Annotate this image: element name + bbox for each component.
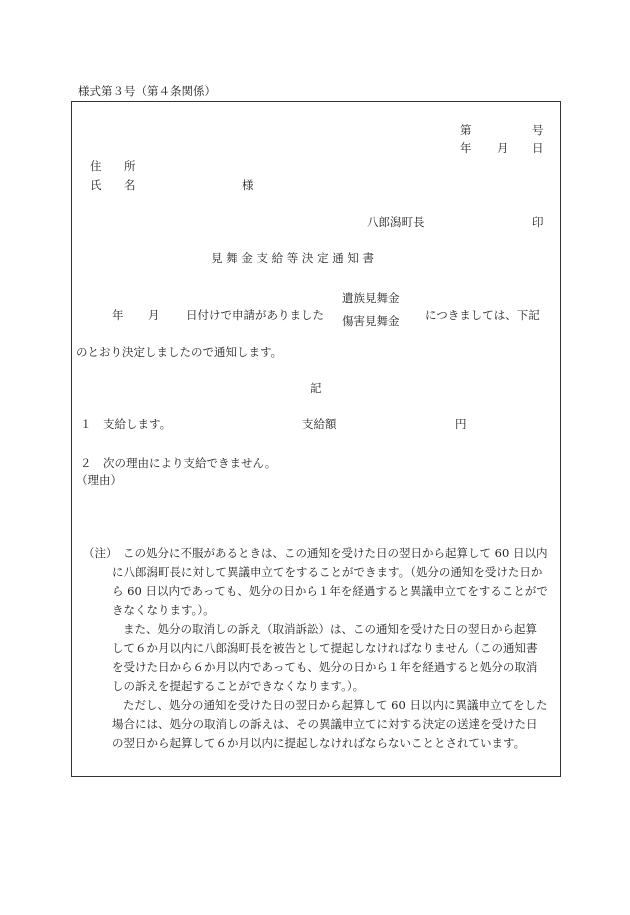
item1-yen: 円 bbox=[455, 417, 467, 431]
notes-label: （注） bbox=[83, 546, 118, 560]
notes-line: この処分に不服があるときは、この通知を受けた日の翌日から起算して 60 日以内 bbox=[123, 546, 548, 560]
body-option-1: 遺族見舞金 bbox=[342, 291, 400, 305]
notes-line: を受けた日から６か月以内であっても、処分の日から１年を経過すると処分の取消 bbox=[112, 660, 538, 674]
notes-line: の翌日から起算して６か月以内に提起しなければならないこととされています。 bbox=[112, 736, 526, 750]
document-title: 見 舞 金 支 給 等 決 定 通 知 書 bbox=[211, 251, 375, 265]
issuer-seal: 印 bbox=[532, 215, 544, 229]
name-label-2: 名 bbox=[124, 178, 136, 192]
number-dai: 第 bbox=[460, 123, 472, 137]
date-year: 年 bbox=[460, 141, 472, 155]
date-day: 日 bbox=[532, 141, 544, 155]
number-go: 号 bbox=[532, 123, 544, 137]
address-label-2: 所 bbox=[124, 159, 136, 173]
notes-line: また、処分の取消しの訴え（取消訴訟）は、この通知を受けた日の翌日から起算 bbox=[123, 622, 537, 636]
notes-line: ただし、処分の通知を受けた日の翌日から起算して 60 日以内に異議申立てをした bbox=[123, 698, 548, 712]
honorific-sama: 様 bbox=[242, 178, 254, 192]
notes-line: 場合には、処分の取消しの訴えは、その異議申立てに対する決定の送達を受けた日 bbox=[112, 717, 538, 731]
body-month: 月 bbox=[148, 308, 160, 322]
address-label-1: 住 bbox=[90, 159, 102, 173]
notes-line: きなくなります。）。 bbox=[112, 603, 215, 617]
form-frame bbox=[71, 101, 561, 777]
body-option-2: 傷害見舞金 bbox=[342, 314, 400, 328]
notes-line: ら 60 日以内であっても、処分の日から１年を経過すると異議申立てをすることがで bbox=[112, 584, 548, 598]
item2-reason: （理由） bbox=[76, 473, 122, 487]
notes-line: して６か月以内に八郎潟町長を被告として提起しなければなりません（この通知書 bbox=[112, 641, 538, 655]
name-label-1: 氏 bbox=[90, 178, 102, 192]
ki-heading: 記 bbox=[310, 381, 322, 395]
item1-text: １ 支給します。 bbox=[80, 417, 172, 431]
notes-line: に八郎潟町長に対して異議申立てをすることができます。（処分の通知を受けた日か bbox=[112, 565, 543, 579]
body-regarding: につきましては、下記 bbox=[425, 308, 540, 322]
form-label: 様式第３号（第４条関係） bbox=[78, 84, 216, 98]
notes-line: しの訴えを提起することができなくなります。）。 bbox=[112, 679, 365, 693]
body-applied: 日付けで申請がありました bbox=[186, 308, 324, 322]
issuer-name: 八郎潟町長 bbox=[367, 215, 425, 229]
date-month: 月 bbox=[497, 141, 509, 155]
body-year: 年 bbox=[112, 308, 124, 322]
body-decided: のとおり決定しましたので通知します。 bbox=[76, 345, 283, 359]
item2-text: ２ 次の理由により支給できません。 bbox=[80, 456, 277, 470]
item1-amount-label: 支給額 bbox=[302, 417, 337, 431]
